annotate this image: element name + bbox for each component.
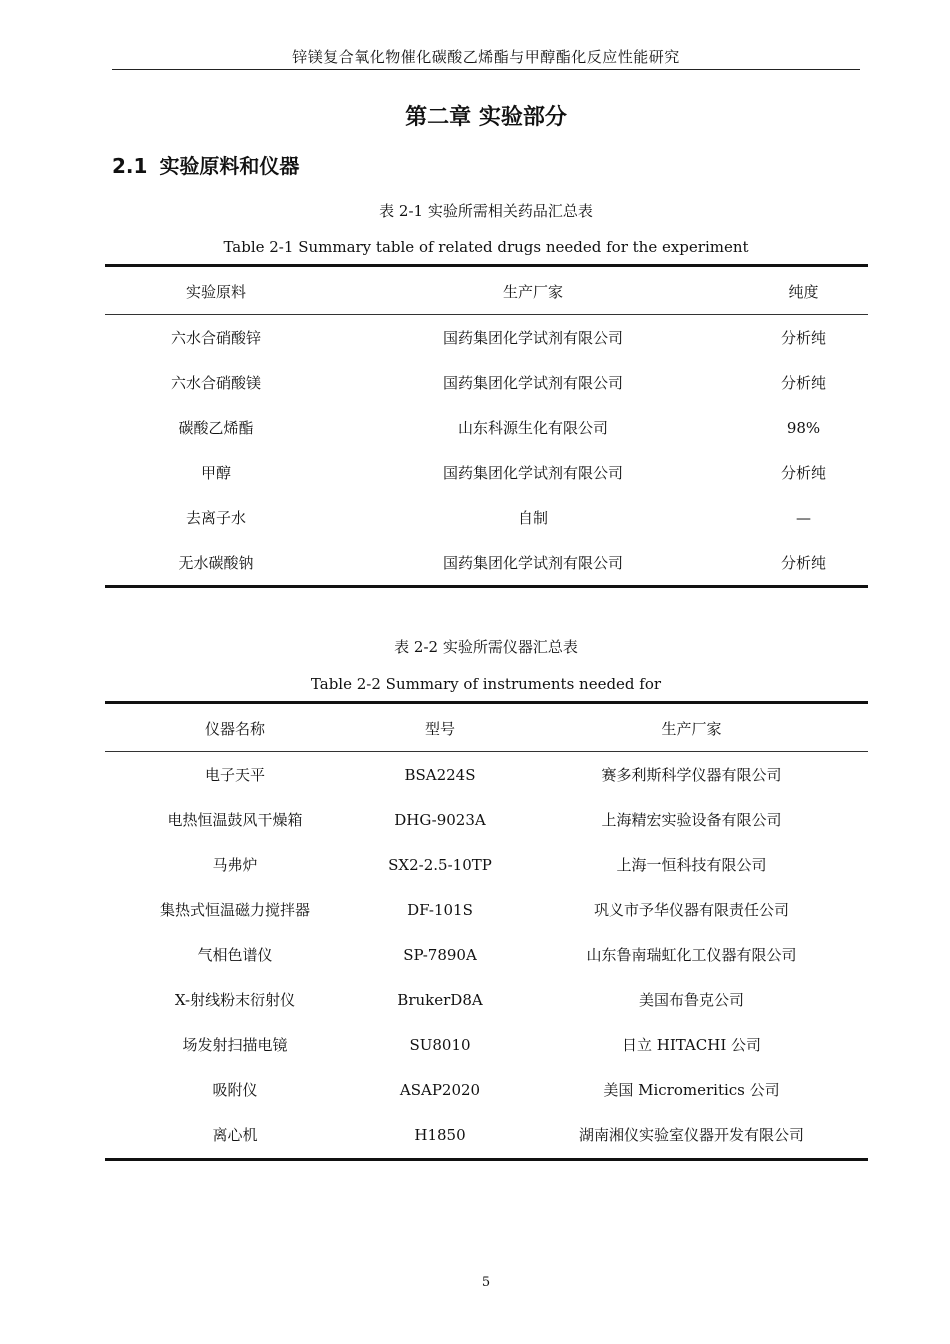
section-title: 实验原料和仪器: [159, 154, 300, 178]
table-row: [105, 360, 868, 405]
table-row: [105, 842, 868, 887]
instrument-cell: 电子天平: [204, 766, 265, 784]
manufacturer-cell: 日立 HITACHI 公司: [621, 1036, 762, 1054]
table-row: [105, 495, 868, 540]
model-cell: BrukerD8A: [397, 990, 483, 1009]
table-row: [105, 1112, 868, 1157]
column-header: 实验原料: [185, 282, 246, 301]
model-cell: BSA224S: [404, 765, 476, 784]
manufacturer-cell: 山东鲁南瑞虹化工仪器有限公司: [586, 946, 797, 964]
instrument-cell: X-射线粉末衍射仪: [174, 991, 296, 1009]
purity-cell: 98%: [786, 418, 821, 437]
purity-cell: —: [796, 508, 811, 527]
table-row: [105, 932, 868, 977]
column-header: 纯度: [788, 282, 819, 301]
material-cell: 六水合硝酸镁: [170, 374, 261, 392]
model-cell: H1850: [414, 1125, 466, 1144]
table2-bottom-rule: [105, 1158, 868, 1161]
chapter-title: 第二章 实验部分: [405, 105, 567, 130]
table2-caption-cn: 表 2-2 实验所需仪器汇总表: [394, 638, 578, 656]
page-number: 5: [481, 1275, 491, 1290]
model-cell: SP-7890A: [403, 945, 477, 964]
manufacturer-cell: 山东科源生化有限公司: [457, 419, 608, 437]
material-cell: 无水碳酸钠: [178, 554, 254, 572]
table1-drugs: [105, 268, 868, 585]
model-cell: SX2-2.5-10TP: [388, 855, 492, 874]
table1-caption-cn: 表 2-1 实验所需相关药品汇总表: [379, 202, 593, 220]
purity-cell: 分析纯: [780, 374, 826, 392]
column-header: 生产厂家: [661, 719, 722, 738]
material-cell: 去离子水: [185, 509, 246, 527]
section-number: 2.1: [112, 154, 148, 178]
table-header-row: [105, 268, 868, 315]
section-heading: [112, 150, 299, 179]
table-row: [105, 540, 868, 585]
instrument-cell: 集热式恒温磁力搅拌器: [159, 901, 310, 919]
manufacturer-cell: 自制: [517, 509, 548, 527]
header-rule: [112, 69, 860, 70]
material-cell: 碳酸乙烯酯: [178, 419, 254, 437]
manufacturer-cell: 赛多利斯科学仪器有限公司: [601, 766, 782, 784]
instrument-cell: 场发射扫描电镜: [182, 1036, 288, 1054]
table-row: [105, 1022, 868, 1067]
table-row: [105, 315, 868, 361]
purity-cell: 分析纯: [780, 554, 826, 572]
model-cell: ASAP2020: [399, 1080, 481, 1099]
table-row: [105, 405, 868, 450]
material-cell: 六水合硝酸锌: [170, 329, 261, 347]
manufacturer-cell: 美国布鲁克公司: [638, 991, 744, 1009]
material-cell: 甲醇: [200, 464, 231, 482]
table1-top-rule: [105, 264, 868, 267]
purity-cell: 分析纯: [780, 464, 826, 482]
table-header-row: [105, 705, 868, 752]
table-row: [105, 797, 868, 842]
model-cell: SU8010: [409, 1035, 471, 1054]
table2-instruments: [105, 705, 868, 1157]
model-cell: DF-101S: [407, 900, 473, 919]
manufacturer-cell: 国药集团化学试剂有限公司: [442, 464, 623, 482]
model-cell: DHG-9023A: [394, 810, 486, 829]
table2-caption-en: Table 2-2 Summary of instruments needed for: [310, 675, 662, 693]
manufacturer-cell: 巩义市予华仪器有限责任公司: [593, 901, 789, 919]
table-row: [105, 450, 868, 495]
manufacturer-cell: 国药集团化学试剂有限公司: [442, 554, 623, 572]
manufacturer-cell: 湖南湘仪实验室仪器开发有限公司: [578, 1126, 804, 1144]
manufacturer-cell: 上海一恒科技有限公司: [616, 856, 767, 874]
manufacturer-cell: 国药集团化学试剂有限公司: [442, 374, 623, 392]
purity-cell: 分析纯: [780, 329, 826, 347]
column-header: 生产厂家: [502, 282, 563, 301]
column-header: 型号: [424, 719, 455, 738]
manufacturer-cell: 美国 Micromeritics 公司: [603, 1081, 780, 1099]
table2-top-rule: [105, 701, 868, 704]
instrument-cell: 气相色谱仪: [197, 946, 273, 964]
table-row: [105, 1067, 868, 1112]
table1-caption-en: Table 2-1 Summary table of related drugs needed for the experiment: [223, 238, 749, 256]
instrument-cell: 电热恒温鼓风干燥箱: [167, 811, 303, 829]
manufacturer-cell: 上海精宏实验设备有限公司: [601, 811, 782, 829]
table-row: [105, 887, 868, 932]
table-row: [105, 752, 868, 798]
table1-bottom-rule: [105, 585, 868, 588]
running-header: 锌镁复合氧化物催化碳酸乙烯酯与甲醇酯化反应性能研究: [292, 48, 680, 66]
manufacturer-cell: 国药集团化学试剂有限公司: [442, 329, 623, 347]
table-row: [105, 977, 868, 1022]
column-header: 仪器名称: [204, 719, 265, 738]
instrument-cell: 马弗炉: [212, 856, 258, 874]
instrument-cell: 吸附仪: [212, 1081, 258, 1099]
instrument-cell: 离心机: [212, 1126, 258, 1144]
